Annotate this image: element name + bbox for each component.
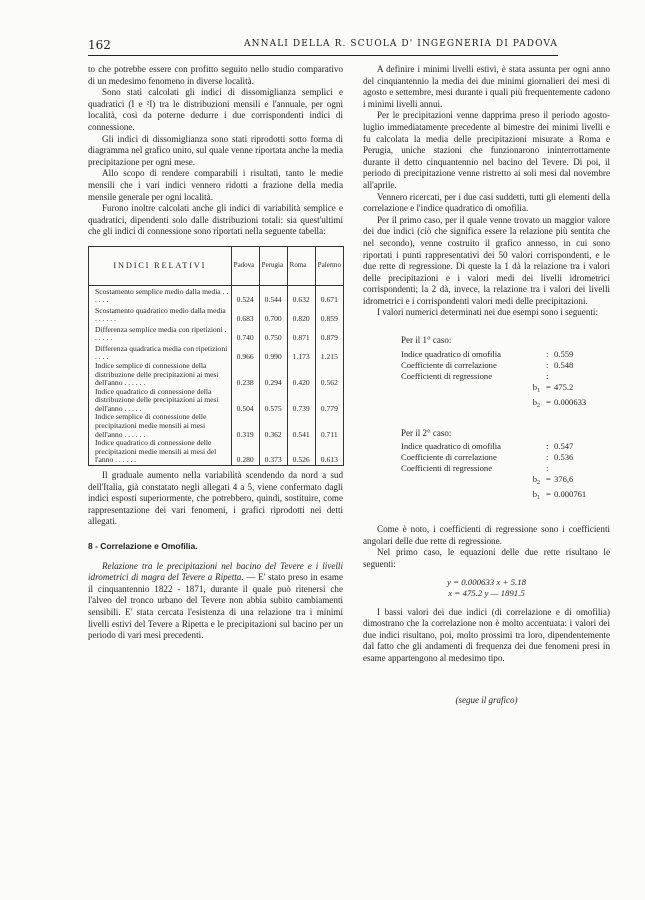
table-row <box>89 305 344 324</box>
value-blank <box>554 371 604 382</box>
cell-value: 0.420 <box>287 362 315 388</box>
cell-value: 0.990 <box>259 343 287 362</box>
value: 0.559 <box>554 348 574 359</box>
cell-value: 0.526 <box>287 439 315 465</box>
table-row <box>89 324 344 343</box>
paragraph: Il graduale aumento nella variabilità scendendo da nord a sud dell'Italia, già constatato negli allegati 4 a 5, viene confermato dagli indici esposti superiormente, che potrebbero, quindi, sostituire, come rappresentazione dei vari fenomeni, i grafici riprodotti nei detti allegati. <box>88 470 343 527</box>
row-label: Scostamento semplice medio dalla media . . . . . . <box>89 285 232 305</box>
column-header: Perugia <box>259 246 287 285</box>
equation: y = 0.000633 x + 5.18 <box>446 576 527 587</box>
italic-lead: Relazione tra le precipitazioni nel bacino del Tevere e i livelli idrometrici di magra del Tevere a Ripetta. <box>88 560 343 583</box>
value-label: Coefficiente di correlazione <box>401 452 497 463</box>
row-label: Differenza semplice media con ripetizioni . . . . . . <box>89 324 232 343</box>
cell-value: 0.871 <box>287 324 315 343</box>
colon: : <box>546 348 549 359</box>
value-label: Indice quadratico di omofilia <box>401 441 501 452</box>
value: 0.547 <box>554 441 574 452</box>
running-title: ANNALI DELLA R. SCUOLA D' INGEGNERIA DI PADOVA <box>244 39 558 49</box>
column-header: Padova <box>231 246 259 285</box>
case-title: Per il 2° caso: <box>401 427 452 438</box>
paragraph: I valori numerici determinati nei due esempi sono i seguenti: <box>377 307 598 318</box>
colon: : <box>546 463 549 474</box>
paragraph: A definire i minimi livelli estivi, è stata assunta per ogni anno del cinquantennio la media dei due minimi giornalieri dei mesi di agosto e settembre, mesi durante i quali più frequentemente cadono i minimi livelli annui. <box>363 64 610 109</box>
paragraph: I bassi valori dei due indici (di correlazione e di omofilia) dimostrano che la correlazione non è molto accentuata: i valori dei due indici risultano, poi, molto prossimi tra loro, dipendentemente dal fatto che gli andamenti di frequenza dei due fenomeni presi in esame appartengono al medesimo tipo. <box>363 606 610 663</box>
colon: : <box>546 359 549 370</box>
table-header-row <box>89 246 344 285</box>
table-row <box>89 285 344 305</box>
cell-value: 0.294 <box>259 362 287 388</box>
cell-value: 0.575 <box>259 388 287 414</box>
cell-value: 0.739 <box>287 388 315 414</box>
value: 0.000633 <box>554 396 587 407</box>
value-label: Coefficienti di regressione <box>401 370 493 381</box>
header-rule <box>88 55 558 56</box>
paragraph: Per le precipitazioni venne dapprima preso il periodo agosto-luglio immediatamente precedente al bimestre dei minimi livelli e fu calcolata la media delle precipitazioni misurate a Roma e Perugia, uniche stazioni che funzionarono ininterrottamente durante il detto cinquantennio nel bacino del Tevere. Di poi, il periodo di precipitazione venne ristretto ai soli mesi dal novembre all'aprile. <box>363 110 610 190</box>
table-row <box>89 439 344 465</box>
paragraph: Nel primo caso, le equazioni delle due rette risultano le seguenti: <box>363 547 610 570</box>
paragraph: to che potrebbe essere con profitto seguito nello studio comparativo di un medesimo fenomeno in diverse località. <box>88 64 343 86</box>
page-number: 162 <box>88 38 111 52</box>
table-row <box>89 343 344 362</box>
value: 0.000761 <box>554 489 587 500</box>
case-title: Per il 1° caso: <box>401 335 452 346</box>
cell-value: 0.966 <box>231 343 259 362</box>
column-header: Palermo <box>315 246 343 285</box>
cell-value: 0.859 <box>315 305 343 324</box>
cell-value: 0.700 <box>259 305 287 324</box>
closing-note: (segue il grafico) <box>455 694 518 705</box>
colon: : <box>546 441 549 452</box>
coef-label: $b_1$ <box>532 381 540 394</box>
row-label: Differenza quadratica media con ripetizioni . . . . <box>89 343 232 362</box>
equation: x = 475.2 y — 1891.5 <box>448 587 525 598</box>
cell-value: 0.671 <box>315 285 343 305</box>
paragraph: Come è noto, i coefficienti di regressione sono i coefficienti angolari delle due rette di regressione. <box>363 524 610 546</box>
column-header: Roma <box>287 246 315 285</box>
row-label: Indice semplice di connessione della distribuzione delle precipitazioni ai mesi dell'anno . . . . . . <box>89 362 232 388</box>
cell-value: 0.319 <box>231 413 259 439</box>
section-title: 8 - Correlazione e Omofilia. <box>88 541 198 551</box>
paragraph: Gli indici di dissomiglianza sono stati riprodotti sotto forma di diagramma nel grafico unito, sul quale venne riportata anche la media precipitazione per ogni mese. <box>88 133 343 167</box>
table-header-label: INDICI RELATIVI <box>89 246 232 285</box>
paragraph: Per il primo caso, per il quale venne trovato un maggior valore dei due indici (ciò che significa essere la relazione più sentita che nel secondo), venne costruito il grafico annesso, in cui sono riportati i punti rappresentativi dei 50 valori corrispondenti, e le due rette di regressione. Di queste la 1 dà la relazione tra i valori delle precipitazioni e i valori medi dei livelli idrometrici corrispondenti; la 2 dà, invece, la relazione tra i valori dei livelli idrometrici e i corrispondenti valori medi delle precipitazioni. <box>363 214 610 306</box>
cell-value: 0.544 <box>259 285 287 305</box>
cell-value: 0.562 <box>315 362 343 388</box>
paragraph: Furono inoltre calcolati anche gli indici di variabilità semplice e quadratici, dipendenti solo dalle distribuzioni totali: sia quest'ultimi che gli indici di connessione sono riportati nella seguente tabella: <box>88 203 343 237</box>
paragraph: Vennero ricercati, per i due casi suddetti, tutti gli elementi della correlazione e l'indice quadratico di omofilia. <box>363 191 610 214</box>
running-header <box>88 38 558 52</box>
cell-value: 0.541 <box>287 413 315 439</box>
value-blank <box>554 463 604 474</box>
row-label: Indice quadratico di connessione della distribuzione delle precipitazioni ai mesi dell'anno . . . . . <box>89 388 232 414</box>
cell-value: 0.632 <box>287 285 315 305</box>
cell-value: 0.613 <box>315 439 343 465</box>
colon: : <box>546 452 549 463</box>
table-row <box>89 388 344 414</box>
equals: = <box>546 396 551 407</box>
cell-value: 0.820 <box>287 305 315 324</box>
equals: = <box>546 489 551 500</box>
cell-value: 0.373 <box>259 439 287 465</box>
coef-label: $b_1$ <box>532 489 540 502</box>
value: 475.2 <box>554 381 574 392</box>
cell-value: 0.504 <box>231 388 259 414</box>
cell-value: 0.779 <box>315 388 343 414</box>
cell-value: 0.524 <box>231 285 259 305</box>
cell-value: 0.683 <box>231 305 259 324</box>
paragraph: Allo scopo di rendere comparabili i risultati, tanto le medie mensili che i vari indici vennero ridotti a frazione della media mensile generale per ogni località. <box>88 168 343 202</box>
coef-label: $b_2$ <box>532 396 540 409</box>
case1-values <box>401 349 610 412</box>
value-label: Indice quadratico di omofilia <box>401 348 501 359</box>
cell-value: 1.215 <box>315 343 343 362</box>
value: 0.536 <box>554 452 574 463</box>
coef-label: $b_2$ <box>532 474 540 487</box>
cell-value: 0.238 <box>231 362 259 388</box>
case2-values <box>401 441 610 504</box>
equals: = <box>546 381 551 392</box>
equals: = <box>546 474 551 485</box>
paragraph-text: — E' stato preso in esame il cinquantennio 1822 - 1871, durante il quale può ritenersi che l'alveo del tronco urbano del Tevere non abbia subito cambiamenti sensibili. E' stata cercata l'esistenza di una relazione tra i minimi livelli estivi del Tevere a Ripetta e le precipitazioni sul bacino per un periodo di vari mesi precedenti. <box>88 572 343 641</box>
cell-value: 0.362 <box>259 413 287 439</box>
colon: : <box>546 370 549 381</box>
paragraph: Sono stati calcolati gli indici di dissomiglianza semplici e quadratici (I e ²I) tra le distribuzioni mensili e l'annuale, per ogni località, così da poterne dedurre i due corrispondenti indici di connessione. <box>88 87 343 132</box>
right-column <box>363 64 610 706</box>
cell-value: 0.740 <box>231 324 259 343</box>
cell-value: 0.280 <box>231 439 259 465</box>
cell-value: 0.750 <box>259 324 287 343</box>
value: 376,6 <box>554 474 574 485</box>
table-row <box>89 413 344 439</box>
value: 0.548 <box>554 359 574 370</box>
cell-value: 0.711 <box>315 413 343 439</box>
cell-value: 0.879 <box>315 324 343 343</box>
value-label: Coefficienti di regressione <box>401 463 493 474</box>
equations <box>363 577 610 599</box>
paragraph <box>88 561 343 642</box>
value-label: Coefficiente di correlazione <box>401 359 497 370</box>
cell-value: 1.173 <box>287 343 315 362</box>
row-label: Indice semplice di connessione delle precipitazioni medie mensili ai mesi dell'anno . . . . . . <box>89 413 232 439</box>
indices-table <box>88 246 344 466</box>
row-label: Scostamento quadratico medio dalla media . . . . . . <box>89 305 232 324</box>
left-column <box>88 64 343 642</box>
row-label: Indice quadratico di connessione delle precipitazioni medie mensili ai mesi del l'anno . . . . . . <box>89 439 232 465</box>
table-row <box>89 362 344 388</box>
